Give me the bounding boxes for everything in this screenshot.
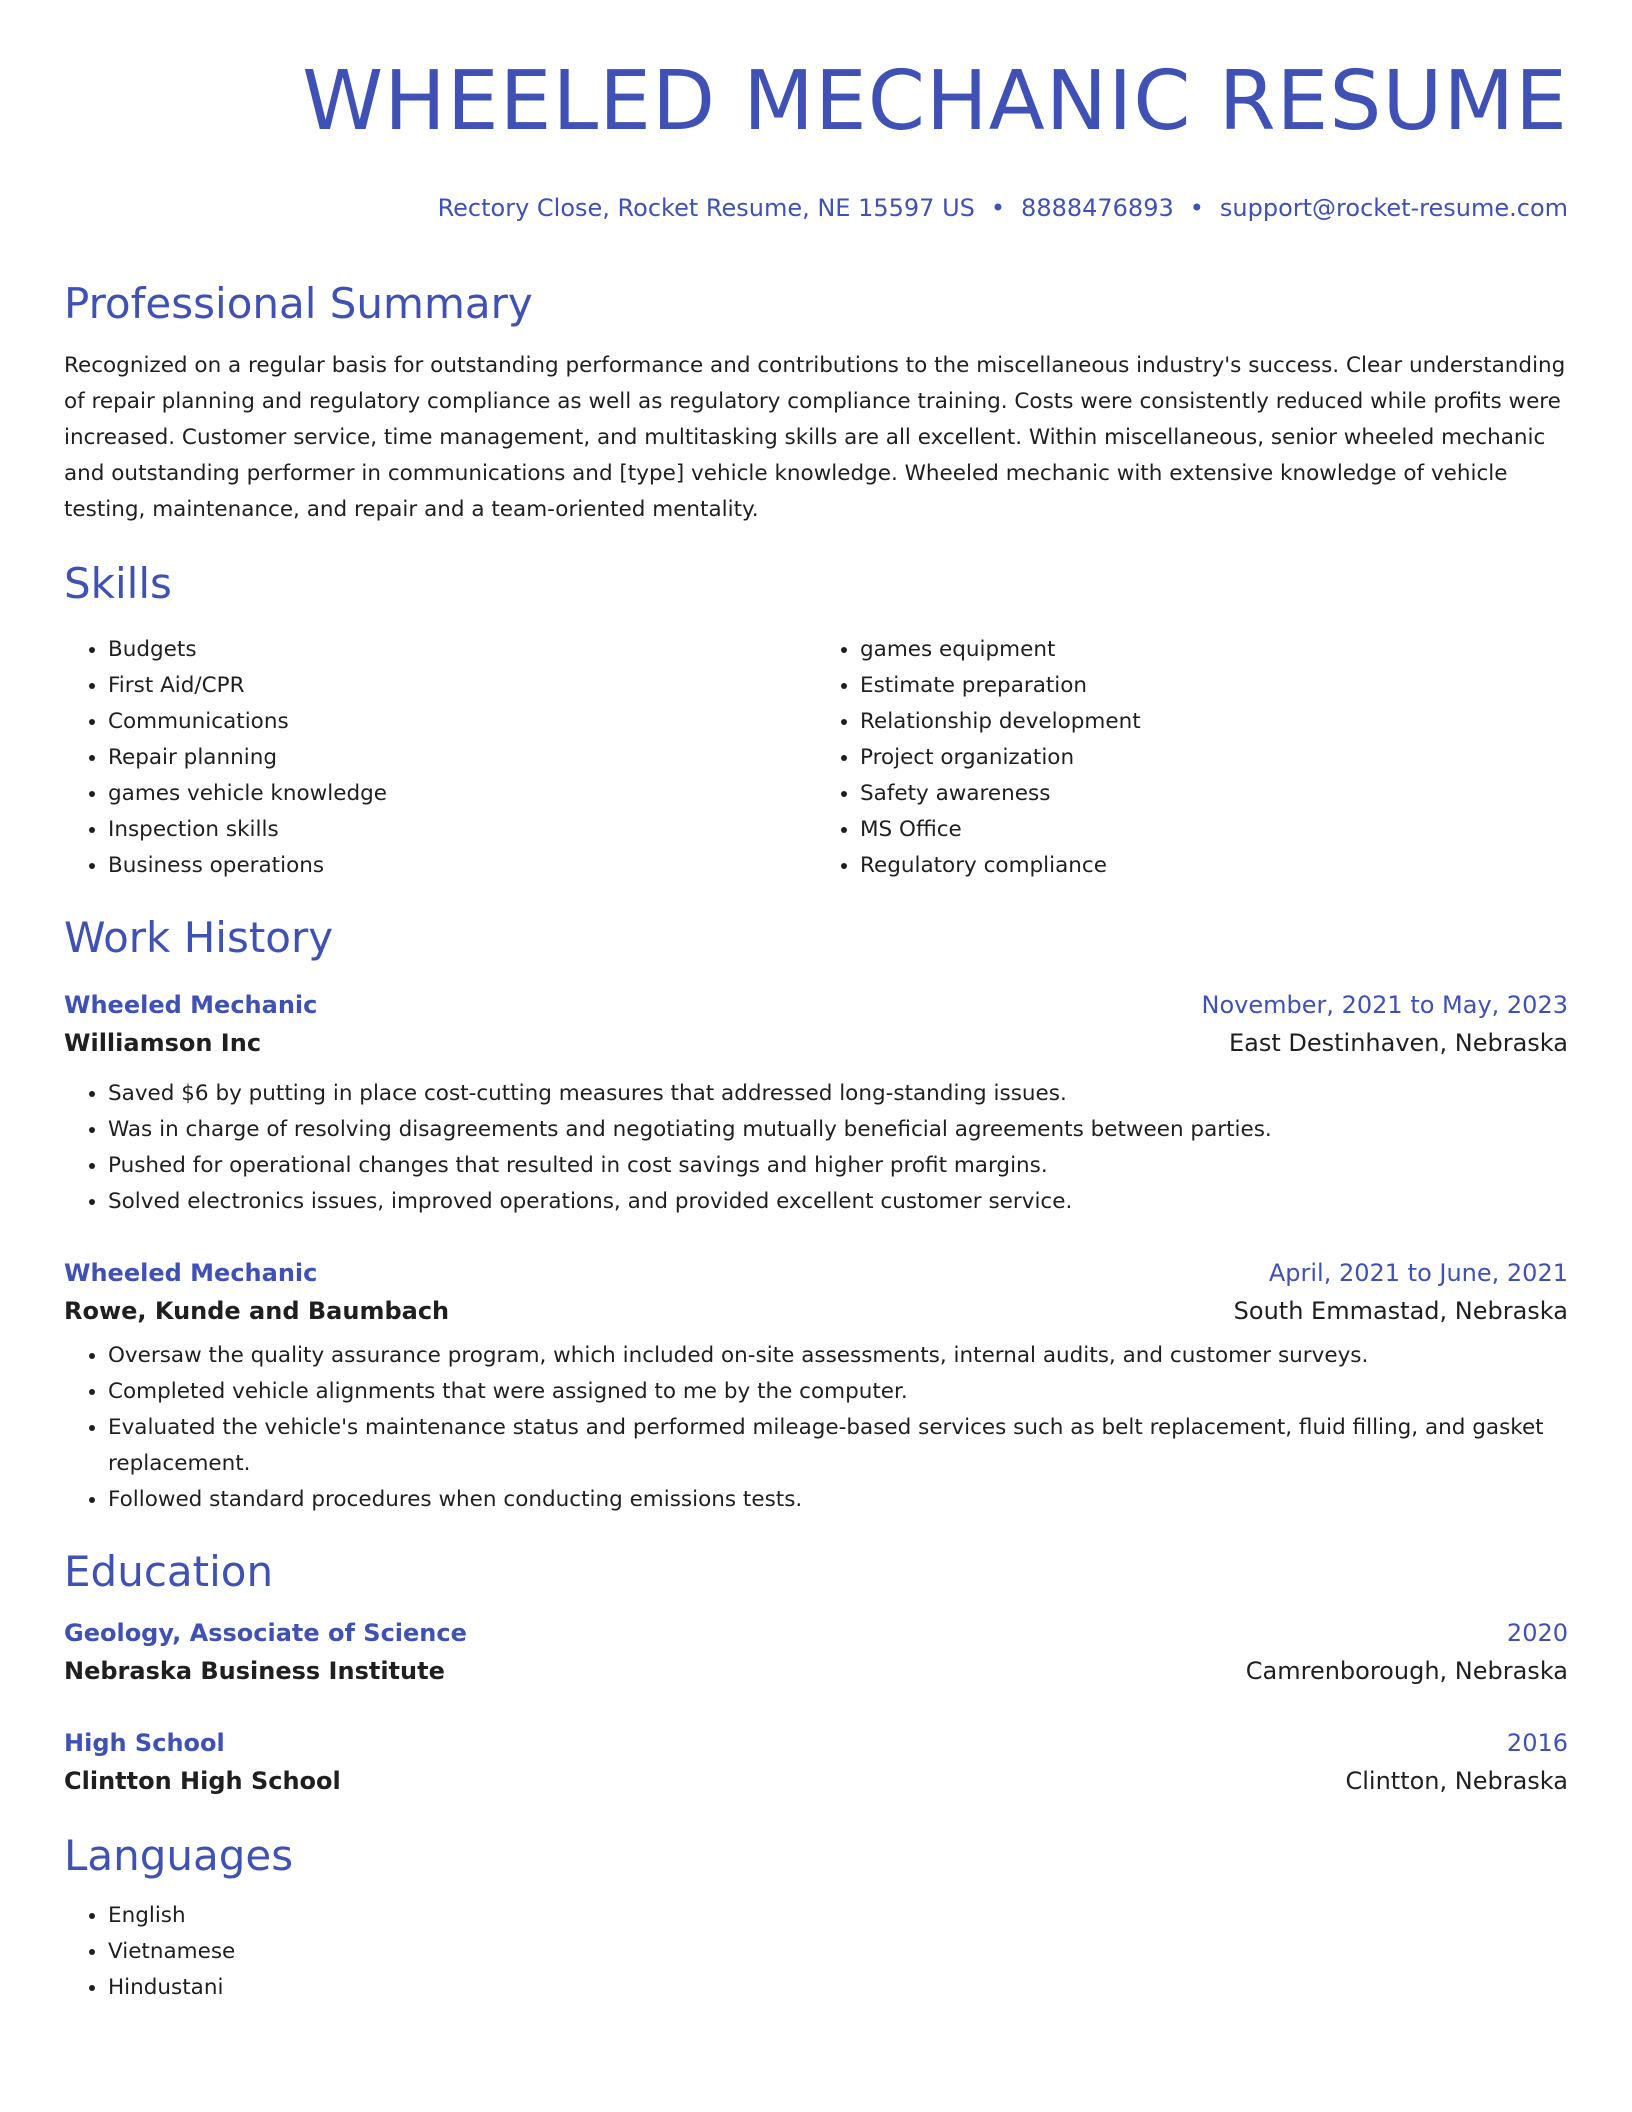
job-bullet: • Followed standard procedures when conducting emissions tests. xyxy=(108,1482,1568,1518)
job-entry xyxy=(64,986,1568,1220)
job-company: Rowe, Kunde and Baumbach xyxy=(64,1297,450,1325)
job-dates: April, 2021 to June, 2021 xyxy=(1268,1259,1568,1287)
education-year: 2016 xyxy=(1506,1729,1568,1757)
job-title-row xyxy=(64,1254,1568,1292)
language-item: • English xyxy=(108,1898,1568,1934)
job-bullet: • Solved electronics issues, improved operations, and provided excellent customer service. xyxy=(108,1184,1568,1220)
education-entry xyxy=(64,1614,1568,1690)
education-school: Nebraska Business Institute xyxy=(64,1657,445,1685)
job-bullets xyxy=(64,1338,1568,1518)
job-bullet: • Oversaw the quality assurance program, which included on-site assessments, internal audits, and customer surveys. xyxy=(108,1338,1568,1374)
skill-item: • Project organization xyxy=(860,740,1568,776)
education-school: Clintton High School xyxy=(64,1767,341,1795)
skill-item: • Relationship development xyxy=(860,704,1568,740)
skills-left-list xyxy=(64,632,816,884)
language-item: • Vietnamese xyxy=(108,1934,1568,1970)
job-bullet: • Was in charge of resolving disagreements and negotiating mutually beneficial agreements between parties. xyxy=(108,1112,1568,1148)
education-degree: High School xyxy=(64,1729,225,1757)
skills-section xyxy=(64,556,1568,884)
contact-separator: • xyxy=(1189,194,1204,222)
job-bullets xyxy=(64,1076,1568,1220)
skills-grid xyxy=(64,632,1568,884)
job-bullet: • Saved $6 by putting in place cost-cutting measures that addressed long-standing issues. xyxy=(108,1076,1568,1112)
skill-item: • games vehicle knowledge xyxy=(108,776,816,812)
job-bullet: • Completed vehicle alignments that were assigned to me by the computer. xyxy=(108,1374,1568,1410)
skill-item: • Regulatory compliance xyxy=(860,848,1568,884)
skill-item: • Estimate preparation xyxy=(860,668,1568,704)
skill-item: • Inspection skills xyxy=(108,812,816,848)
job-role: Wheeled Mechanic xyxy=(64,991,318,1019)
job-dates: November, 2021 to May, 2023 xyxy=(1201,991,1568,1019)
education-school-row xyxy=(64,1652,1568,1690)
education-degree-row xyxy=(64,1724,1568,1762)
skills-right-list xyxy=(816,632,1568,884)
skill-item: • Communications xyxy=(108,704,816,740)
job-company-row xyxy=(64,1292,1568,1330)
job-location: South Emmastad, Nebraska xyxy=(1233,1297,1568,1325)
job-role: Wheeled Mechanic xyxy=(64,1259,318,1287)
education-heading: Education xyxy=(64,1547,274,1596)
languages-section xyxy=(64,1828,1568,2006)
skill-item: • games equipment xyxy=(860,632,1568,668)
resume-title: WHEELED MECHANIC RESUME xyxy=(302,54,1568,149)
summary-text: Recognized on a regular basis for outstanding performance and contributions to the miscellaneous industry's success. Clear understanding of repair planning and regulatory compliance as well as regulatory compliance training. Costs were consistently reduced while profits were increased. Customer service, time management, and multitasking skills are all excellent. Within miscellaneous, senior wheeled mechanic and outstanding performer in communications and [type] vehicle knowledge. Wheeled mechanic with extensive knowledge of vehicle testing, maintenance, and repair and a team-oriented mentality. xyxy=(64,353,1566,522)
resume-header xyxy=(64,0,1568,226)
job-title-row xyxy=(64,986,1568,1024)
contact-line xyxy=(64,190,1568,226)
skill-item: • MS Office xyxy=(860,812,1568,848)
job-company: Williamson Inc xyxy=(64,1029,262,1057)
skill-item: • Budgets xyxy=(108,632,816,668)
skill-item: • Safety awareness xyxy=(860,776,1568,812)
job-bullet: • Pushed for operational changes that resulted in cost savings and higher profit margins. xyxy=(108,1148,1568,1184)
job-location: East Destinhaven, Nebraska xyxy=(1228,1029,1568,1057)
education-section xyxy=(64,1544,1568,1800)
contact-separator: • xyxy=(990,194,1006,222)
work-history-section xyxy=(64,910,1568,1518)
summary-section xyxy=(64,276,1568,528)
work-history-heading: Work History xyxy=(64,913,334,962)
education-year: 2020 xyxy=(1506,1619,1568,1647)
education-degree-row xyxy=(64,1614,1568,1652)
job-company-row xyxy=(64,1024,1568,1062)
education-location: Camrenborough, Nebraska xyxy=(1245,1657,1568,1685)
language-item: • Hindustani xyxy=(108,1970,1568,2006)
job-entry xyxy=(64,1254,1568,1518)
education-degree: Geology, Associate of Science xyxy=(64,1619,467,1647)
education-entry xyxy=(64,1724,1568,1800)
education-school-row xyxy=(64,1762,1568,1800)
job-bullet: • Evaluated the vehicle's maintenance status and performed mileage-based services such as belt replacement, fluid filling, and gasket replacement. xyxy=(108,1410,1568,1482)
skill-item: • Business operations xyxy=(108,848,816,884)
summary-heading: Professional Summary xyxy=(64,279,533,328)
contact-phone: 8888476893 xyxy=(1021,194,1174,222)
contact-email: support@rocket-resume.com xyxy=(1219,194,1568,222)
languages-list xyxy=(64,1898,1568,2006)
skill-item: • Repair planning xyxy=(108,740,816,776)
skill-item: • First Aid/CPR xyxy=(108,668,816,704)
education-location: Clintton, Nebraska xyxy=(1345,1767,1568,1795)
skills-heading: Skills xyxy=(64,559,172,608)
contact-address: Rectory Close, Rocket Resume, NE 15597 US xyxy=(437,194,975,222)
languages-heading: Languages xyxy=(64,1831,294,1880)
